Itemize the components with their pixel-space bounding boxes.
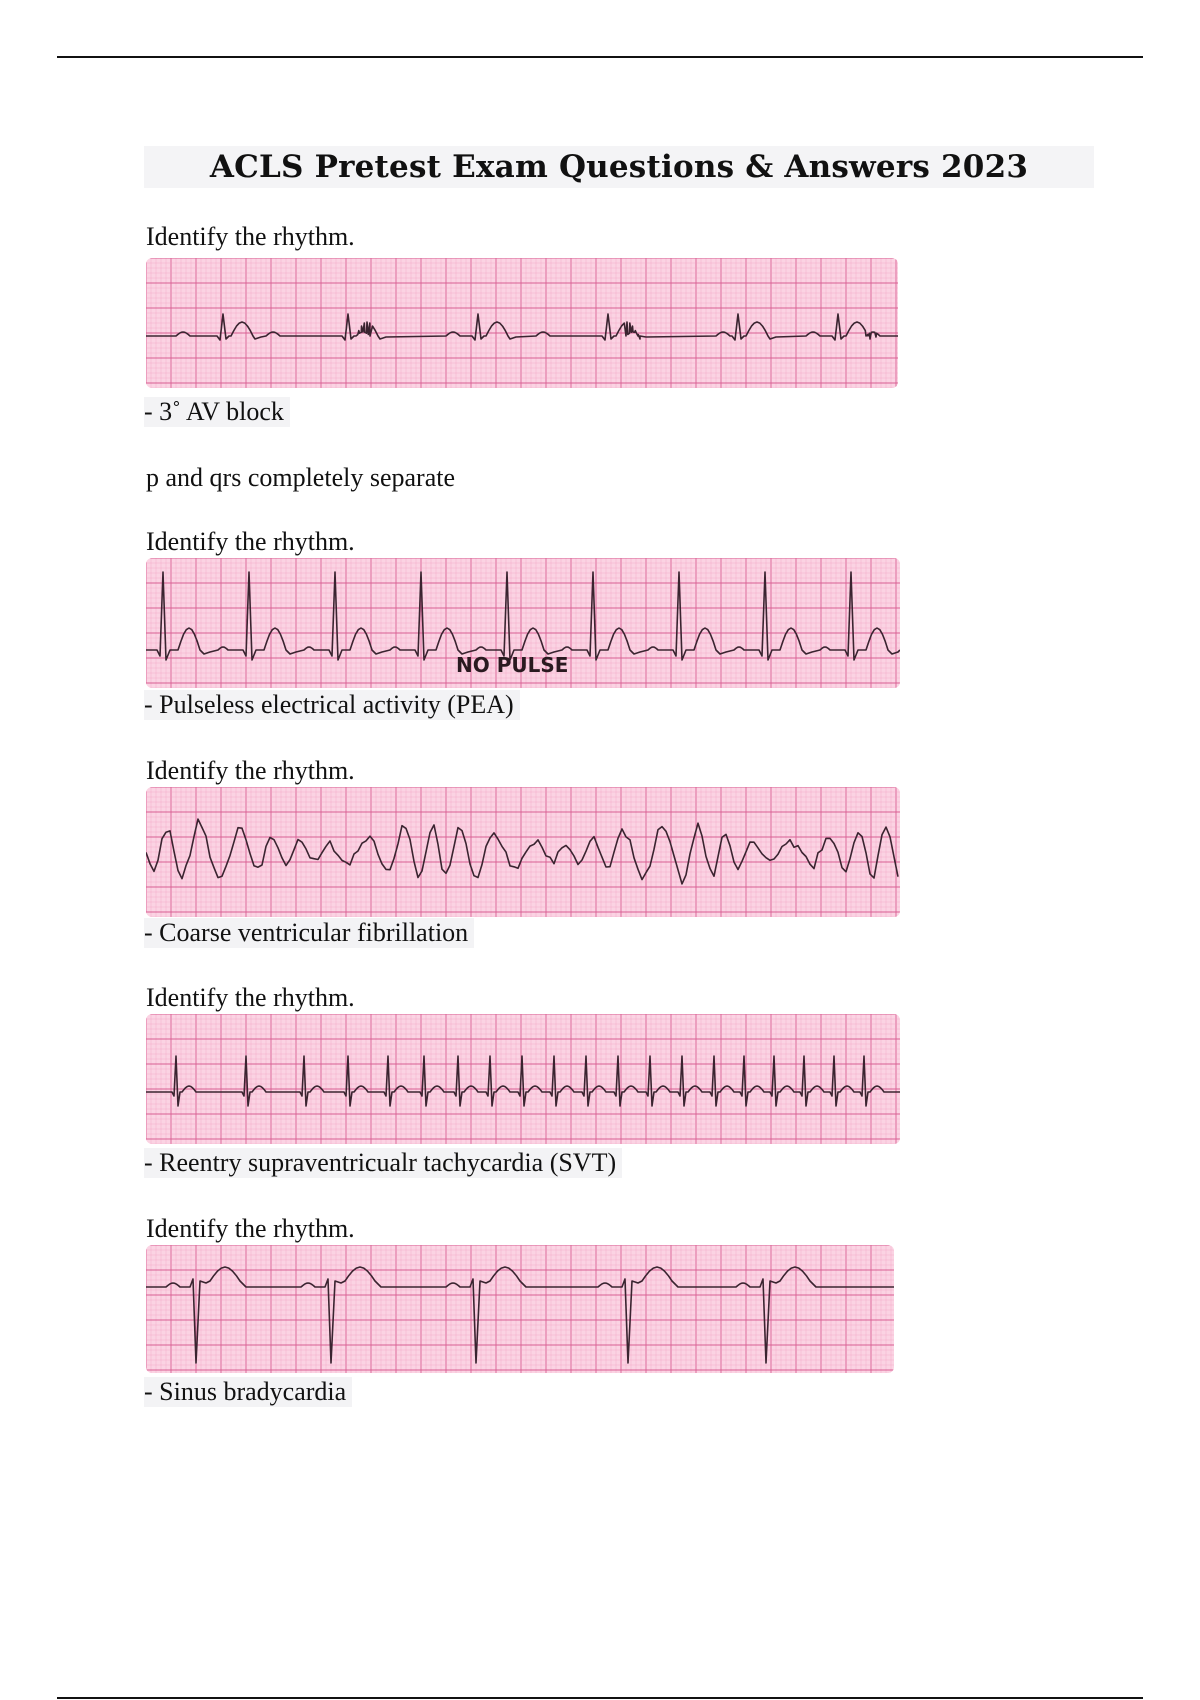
ecg-strip-4	[146, 1014, 900, 1144]
ecg-strip-1	[146, 258, 898, 388]
page-title: ACLS Pretest Exam Questions & Answers 2023	[209, 149, 1029, 185]
question-prompt: Identify the rhythm.	[146, 527, 355, 556]
bottom-rule	[57, 1697, 1143, 1699]
ecg-strip-5	[146, 1245, 894, 1373]
answer-text: - Reentry supraventricualr tachycardia (SVT)	[144, 1148, 622, 1178]
answer-text: - Coarse ventricular fibrillation	[144, 918, 474, 948]
ecg-strip-svg	[146, 1014, 900, 1144]
no-pulse-label: NO PULSE	[456, 653, 569, 677]
ecg-strip-svg	[146, 1245, 894, 1373]
ecg-strip-svg	[146, 258, 898, 388]
top-rule	[57, 56, 1143, 58]
question-prompt: Identify the rhythm.	[146, 1214, 355, 1243]
question-prompt: Identify the rhythm.	[146, 983, 355, 1012]
answer-text: - Sinus bradycardia	[144, 1377, 352, 1407]
answer-note: p and qrs completely separate	[146, 463, 455, 492]
ecg-strip-svg	[146, 787, 900, 917]
title-bar	[144, 146, 1094, 188]
ecg-strip-2	[146, 558, 900, 688]
ecg-strip-3	[146, 787, 900, 917]
question-prompt: Identify the rhythm.	[146, 756, 355, 785]
question-prompt: Identify the rhythm.	[146, 222, 355, 251]
answer-text: - Pulseless electrical activity (PEA)	[144, 690, 520, 720]
ecg-strip-svg	[146, 558, 900, 688]
answer-text: - 3˚ AV block	[144, 397, 290, 427]
